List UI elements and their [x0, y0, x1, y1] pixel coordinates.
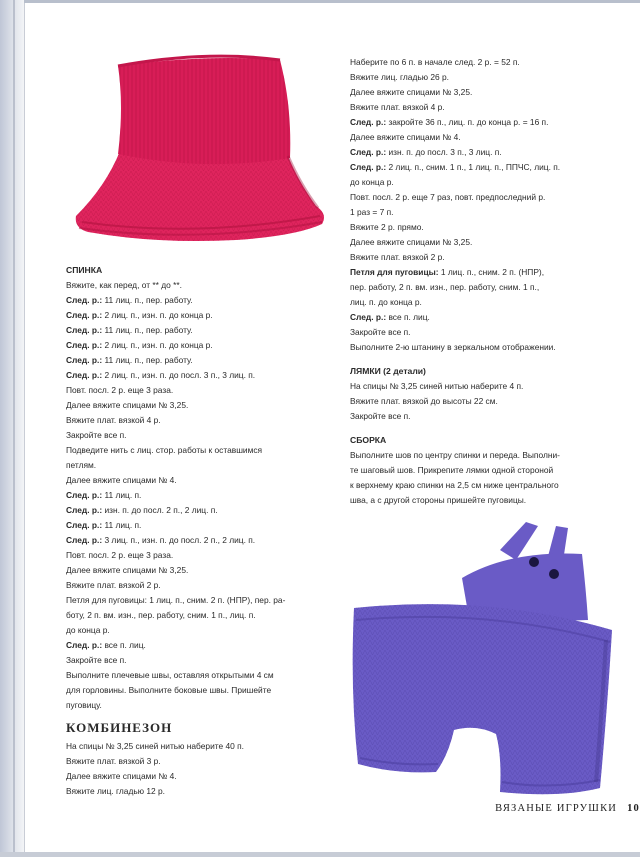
- instruction-line: [350, 205, 612, 220]
- row-text: Повт. посл. 2 р. еще 3 раза.: [66, 385, 174, 395]
- row-text: 2 лиц. п., сним. 1 п., 1 лиц. п., ППЧС, лиц. п.: [386, 162, 561, 172]
- instruction-line: [66, 293, 326, 308]
- instruction-line: [350, 190, 612, 205]
- back-instructions: [66, 278, 326, 713]
- instruction-line: [66, 338, 326, 353]
- row-text: петлям.: [66, 460, 97, 470]
- row-label: След. р.:: [66, 535, 103, 545]
- row-label: След. р.:: [350, 147, 387, 157]
- row-text: все п. лиц.: [386, 312, 430, 322]
- row-text: 11 лиц. п., пер. работу.: [102, 325, 193, 335]
- row-text: Наберите по 6 п. в начале след. 2 р. = 52 п.: [350, 57, 520, 67]
- straps-instructions: [350, 379, 612, 424]
- row-text: Повт. посл. 2 р. еще 3 раза.: [66, 550, 174, 560]
- instruction-line: [66, 488, 326, 503]
- row-text: Вяжите, как перед, от ** до **.: [66, 280, 182, 290]
- instruction-line: Закройте все п.: [350, 411, 411, 421]
- book-title: ВЯЗАНЫЕ ИГРУШКИ: [495, 803, 618, 814]
- instruction-line: [66, 353, 326, 368]
- row-text: Закройте все п.: [66, 655, 127, 665]
- row-text: Вяжите плат. вязкой 2 р.: [350, 252, 445, 262]
- row-text: изн. п. до посл. 2 п., 2 лиц. п.: [102, 505, 218, 515]
- knitted-overalls-photo: [350, 520, 616, 810]
- instruction-line: [66, 398, 326, 413]
- instruction-line: [66, 413, 326, 428]
- instruction-line: Выполните шов по центру спинки и переда. Выполни-: [350, 450, 560, 460]
- row-text: Вяжите плат. вязкой 4 р.: [66, 415, 161, 425]
- overalls-heading: КОМБИНЕЗОН: [66, 720, 173, 735]
- row-text: Далее вяжите спицами № 3,25.: [66, 400, 189, 410]
- row-label: След. р.:: [66, 355, 103, 365]
- row-text: Петля для пуговицы: 1 лиц. п., сним. 2 п. (НПР), пер. ра-: [66, 595, 286, 605]
- instruction-line: [66, 533, 326, 548]
- instruction-line: шва, а с другой стороны пришейте пуговицы.: [350, 495, 527, 505]
- instruction-line: [66, 443, 326, 458]
- instruction-line: [350, 100, 612, 115]
- book-spine: [0, 0, 25, 857]
- row-label: След. р.:: [66, 340, 103, 350]
- row-text: Выполните 2-ю штанину в зеркальном отображении.: [350, 342, 556, 352]
- instruction-line: [66, 608, 326, 623]
- instruction-line: [66, 383, 326, 398]
- instruction-line: [350, 160, 612, 175]
- row-text: изн. п. до посл. 3 п., 3 лиц. п.: [386, 147, 502, 157]
- row-text: Повт. посл. 2 р. еще 7 раз, повт. предпоследний р.: [350, 192, 546, 202]
- instruction-line: к верхнему краю спинки на 2,5 см ниже центрального: [350, 480, 559, 490]
- row-text: 11 лиц. п.: [102, 490, 142, 500]
- row-text: до конца р.: [66, 625, 110, 635]
- instruction-line: [66, 458, 326, 473]
- instruction-line: [350, 235, 612, 250]
- instruction-line: [66, 698, 326, 713]
- row-label: След. р.:: [66, 370, 103, 380]
- overalls-instructions: [66, 739, 326, 799]
- instruction-line: [66, 518, 326, 533]
- row-text: Закройте все п.: [66, 430, 127, 440]
- row-label: След. р.:: [66, 310, 103, 320]
- row-text: Выполните плечевые швы, оставляя открытыми 4 см: [66, 670, 274, 680]
- instruction-line: Вяжите лиц. гладью 12 р.: [66, 786, 165, 796]
- row-text: пуговицу.: [66, 700, 102, 710]
- row-text: Далее вяжите спицами № 3,25.: [66, 565, 189, 575]
- instruction-line: [350, 85, 612, 100]
- instruction-line: [66, 473, 326, 488]
- instruction-line: [350, 70, 612, 85]
- row-label: Петля для пуговицы:: [350, 267, 439, 277]
- row-label: След. р.:: [66, 520, 103, 530]
- row-text: боту, 2 п. вм. изн., пер. работу, сним. 1 п., лиц. п.: [66, 610, 256, 620]
- instruction-line: [350, 130, 612, 145]
- back-heading: СПИНКА: [66, 265, 103, 275]
- row-text: 2 лиц. п., изн. п. до посл. 3 п., 3 лиц. п.: [102, 370, 256, 380]
- instruction-line: [66, 503, 326, 518]
- row-text: закройте 36 п., лиц. п. до конца р. = 16 п.: [386, 117, 549, 127]
- row-label: След. р.:: [66, 295, 103, 305]
- instruction-line: [350, 145, 612, 160]
- row-text: Далее вяжите спицами № 3,25.: [350, 237, 473, 247]
- instruction-line: [66, 428, 326, 443]
- row-text: Вяжите лиц. гладью 26 р.: [350, 72, 449, 82]
- instruction-line: [350, 265, 612, 280]
- row-text: 11 лиц. п.: [102, 520, 142, 530]
- knitted-skirt-photo: [66, 46, 328, 246]
- instruction-line: те шаговый шов. Прикрепите лямки одной стороной: [350, 465, 554, 475]
- instruction-line: [66, 683, 326, 698]
- row-text: для горловины. Выполните боковые швы. Пришейте: [66, 685, 272, 695]
- row-label: След. р.:: [66, 640, 103, 650]
- instruction-line: [350, 250, 612, 265]
- row-label: След. р.:: [350, 117, 387, 127]
- assembly-instructions: [350, 448, 612, 508]
- instruction-line: [350, 325, 612, 340]
- instruction-line: [350, 295, 612, 310]
- page-footer: [495, 803, 640, 814]
- row-label: След. р.:: [66, 505, 103, 515]
- row-text: Далее вяжите спицами № 3,25.: [350, 87, 473, 97]
- leg-instructions: [350, 55, 612, 355]
- top-edge: [24, 0, 640, 3]
- instruction-line: [350, 220, 612, 235]
- row-label: След. р.:: [66, 490, 103, 500]
- row-text: Вяжите плат. вязкой 4 р.: [350, 102, 445, 112]
- page-number: 10: [627, 803, 640, 814]
- row-text: 11 лиц. п., пер. работу.: [102, 355, 193, 365]
- row-label: След. р.:: [66, 325, 103, 335]
- row-text: Далее вяжите спицами № 4.: [350, 132, 461, 142]
- row-text: до конца р.: [350, 177, 394, 187]
- instruction-line: [66, 548, 326, 563]
- instruction-line: [66, 563, 326, 578]
- instruction-line: [66, 368, 326, 383]
- row-text: все п. лиц.: [102, 640, 146, 650]
- row-text: 2 лиц. п., изн. п. до конца р.: [102, 310, 213, 320]
- instruction-line: [66, 593, 326, 608]
- instruction-line: [66, 638, 326, 653]
- bottom-edge: [0, 852, 640, 857]
- row-text: Вяжите плат. вязкой 2 р.: [66, 580, 161, 590]
- instruction-line: [350, 310, 612, 325]
- assembly-heading: СБОРКА: [350, 435, 387, 445]
- instruction-line: [66, 623, 326, 638]
- instruction-line: [350, 340, 612, 355]
- left-column: [66, 263, 326, 799]
- row-text: пер. работу, 2 п. вм. изн., пер. работу, сним. 1 п.,: [350, 282, 540, 292]
- row-text: Закройте все п.: [350, 327, 411, 337]
- instruction-line: [66, 278, 326, 293]
- instruction-line: Вяжите плат. вязкой 3 р.: [66, 756, 161, 766]
- instruction-line: Далее вяжите спицами № 4.: [66, 771, 177, 781]
- instruction-line: Вяжите плат. вязкой до высоты 22 см.: [350, 396, 498, 406]
- row-text: 11 лиц. п., пер. работу.: [102, 295, 193, 305]
- instruction-line: [350, 280, 612, 295]
- instruction-line: [350, 115, 612, 130]
- instruction-line: [66, 308, 326, 323]
- row-text: Подведите нить с лиц. стор. работы к оставшимся: [66, 445, 263, 455]
- row-text: лиц. п. до конца р.: [350, 297, 422, 307]
- row-text: 1 раз = 7 п.: [350, 207, 394, 217]
- row-text: 1 лиц. п., сним. 2 п. (НПР),: [438, 267, 545, 277]
- right-column: [350, 55, 612, 508]
- instruction-line: [66, 578, 326, 593]
- instruction-line: [66, 323, 326, 338]
- instruction-line: [350, 55, 612, 70]
- row-text: 2 лиц. п., изн. п. до конца р.: [102, 340, 213, 350]
- row-text: 3 лиц. п., изн. п. до посл. 2 п., 2 лиц. п.: [102, 535, 256, 545]
- straps-heading: ЛЯМКИ (2 детали): [350, 366, 426, 376]
- row-label: След. р.:: [350, 162, 387, 172]
- row-label: След. р.:: [350, 312, 387, 322]
- instruction-line: [66, 668, 326, 683]
- instruction-line: [350, 175, 612, 190]
- row-text: Вяжите 2 р. прямо.: [350, 222, 424, 232]
- instruction-line: На спицы № 3,25 синей нитью наберите 40 п.: [66, 741, 244, 751]
- instruction-line: [66, 653, 326, 668]
- row-text: Далее вяжите спицами № 4.: [66, 475, 177, 485]
- instruction-line: На спицы № 3,25 синей нитью наберите 4 п.: [350, 381, 524, 391]
